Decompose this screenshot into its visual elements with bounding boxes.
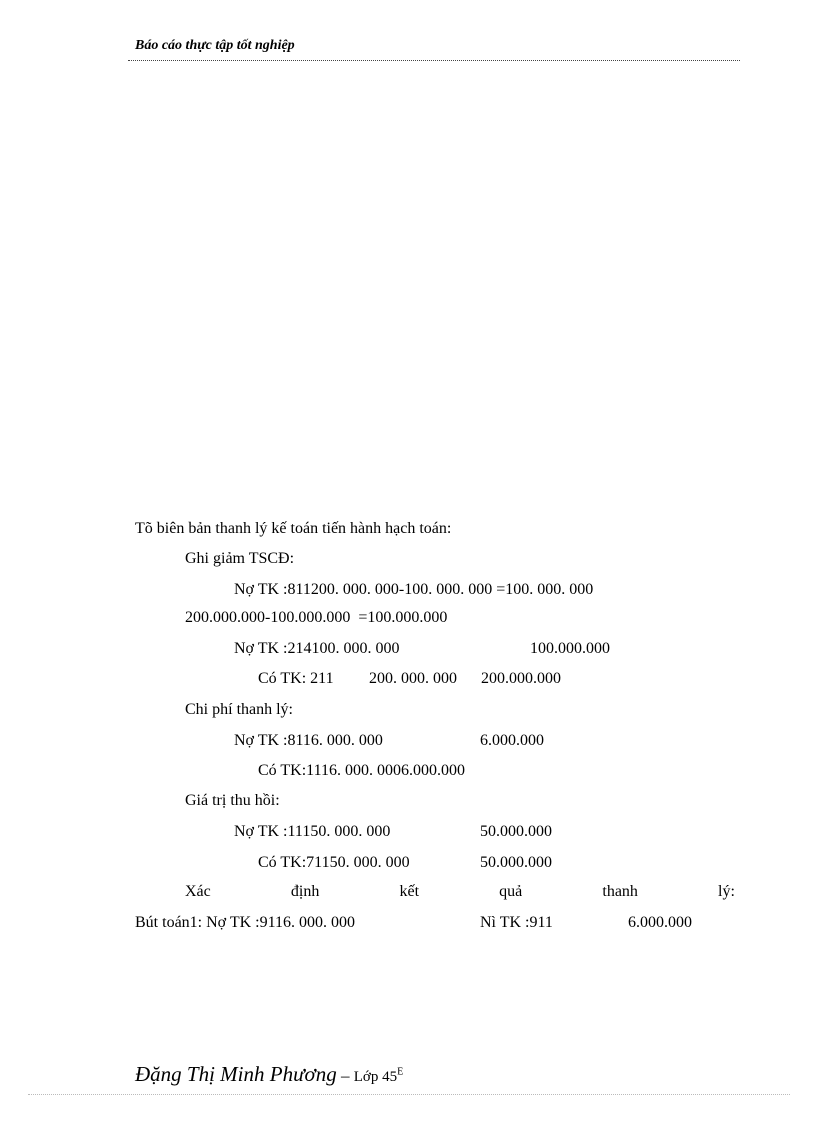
text-line-11-amount: 50.000.000 <box>480 823 552 840</box>
text-line-3: Nợ TK :811200. 000. 000-100. 000. 000 =100. 000. 000 <box>234 581 594 598</box>
text-line-7: Chi phí thanh lý: <box>185 701 293 718</box>
text-line-11-account: Nợ TK :11150. 000. 000 <box>234 823 391 840</box>
text-line-10: Giá trị thu hồi: <box>185 792 280 809</box>
text-line-2: Ghi giảm TSCĐ: <box>185 550 295 567</box>
text-line-6-account: Có TK: 211 <box>258 670 334 687</box>
header-divider <box>128 60 740 61</box>
text-line-13-justified <box>185 882 735 902</box>
author-name: Đặng Thị Minh Phương <box>135 1062 337 1086</box>
footer-divider <box>28 1094 790 1095</box>
text-line-4: 200.000.000-100.000.000 =100.000.000 <box>185 609 448 626</box>
page-header-title: Báo cáo thực tập tốt nghiệp <box>135 38 295 53</box>
text-line-5-amount: 100.000.000 <box>530 640 610 657</box>
text-line-14-entry: Bút toán1: Nợ TK :9116. 000. 000 <box>135 914 356 931</box>
word: kết <box>399 883 420 900</box>
class-label: Lớp 45 <box>353 1069 398 1085</box>
class-superscript: E <box>397 1066 404 1078</box>
text-line-5-account: Nợ TK :214100. 000. 000 <box>234 640 400 657</box>
word: thanh <box>602 883 638 900</box>
text-line-1: Tõ biên bản thanh lý kế toán tiến hành hạch toán: <box>135 520 452 537</box>
text-line-6-total: 200.000.000 <box>481 670 561 687</box>
word: định <box>290 883 320 900</box>
text-line-8-amount: 6.000.000 <box>480 732 544 749</box>
footer-dash: – <box>336 1066 354 1085</box>
page-footer <box>135 1062 403 1087</box>
word: lý: <box>718 883 735 900</box>
text-line-9: Có TK:1116. 000. 0006.000.000 <box>258 762 465 779</box>
text-line-6-amount: 200. 000. 000 <box>369 670 457 687</box>
text-line-12-amount: 50.000.000 <box>480 854 552 871</box>
text-line-14-amount: 6.000.000 <box>628 914 692 931</box>
text-line-14-account: Nì TK :911 <box>480 914 553 931</box>
word: Xác <box>185 883 211 900</box>
text-line-12-account: Có TK:71150. 000. 000 <box>258 854 410 871</box>
word: quả <box>499 883 523 900</box>
text-line-8-account: Nợ TK :8116. 000. 000 <box>234 732 383 749</box>
